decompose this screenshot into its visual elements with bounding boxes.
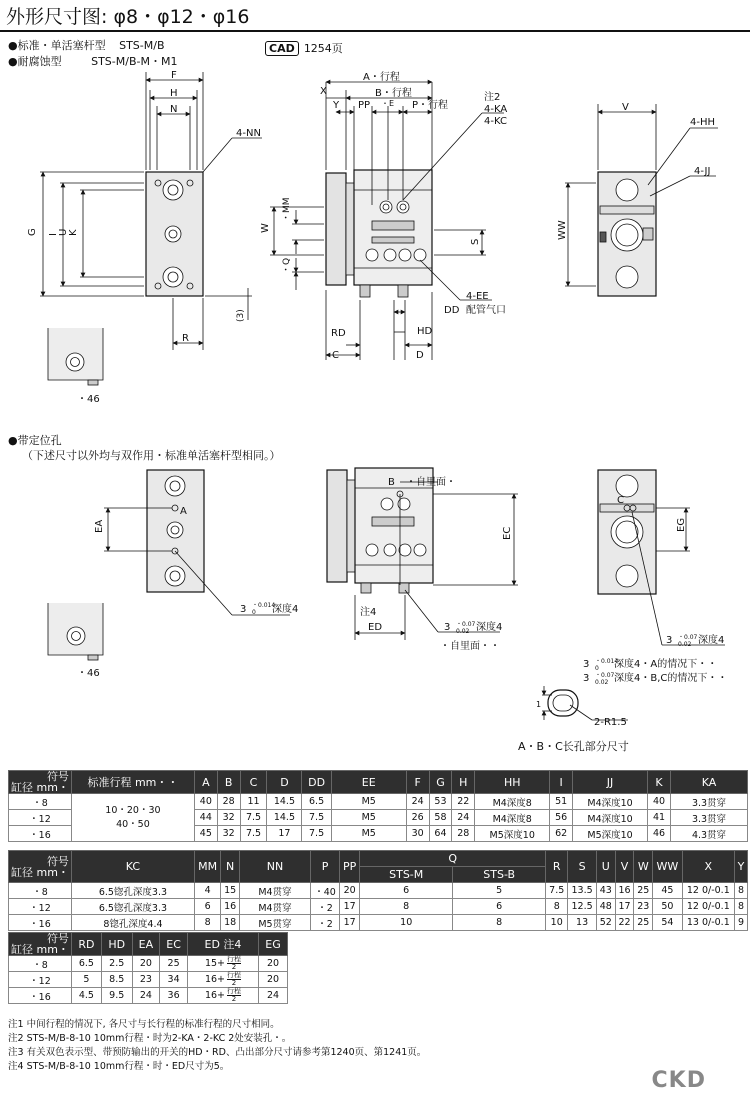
table1-cell: 6.5 (302, 794, 331, 810)
svg-text:R: R (182, 333, 189, 344)
table2-cell: 4 (194, 883, 220, 899)
dim-label-F: F (171, 70, 177, 81)
table2-corner-symbol: 符号 (46, 854, 69, 868)
table2-header-cell: KC (71, 851, 194, 883)
table3-cell: 20 (132, 956, 160, 972)
table3-cell: 25 (160, 956, 188, 972)
table3-header-cell: EG (258, 933, 287, 956)
table2-cell: 50 (653, 899, 682, 915)
table2-cell: 7.5 (546, 883, 568, 899)
svg-text:A・行程: A・行程 (363, 72, 400, 83)
table2-cell: 10 (546, 915, 568, 931)
table2-cell: 25 (634, 883, 653, 899)
positioning-hole-subtitle: （下述尺寸以外均与双作用・标准单活塞杆型相同。） (22, 449, 281, 462)
svg-text:4-EE: 4-EE (466, 291, 489, 302)
table2-cell: 16 (221, 899, 240, 915)
table1-cell: 26 (406, 810, 429, 826)
table1-cell: M4深度8 (475, 810, 550, 826)
table1-header-cell: F (406, 771, 429, 794)
ed-frac-den: 2 (231, 995, 237, 1003)
table-row (9, 956, 288, 972)
svg-text:0.02: 0.02 (456, 628, 470, 635)
svg-text:EC: EC (502, 526, 513, 540)
table2-cell: 8 (453, 915, 546, 931)
table3-cell: 34 (160, 972, 188, 988)
cad-icon: CAD (265, 41, 299, 56)
svg-text:0: 0 (252, 609, 256, 616)
svg-text:D: D (416, 350, 424, 361)
table3-header-cell: EC (160, 933, 188, 956)
svg-text:4-KC: 4-KC (484, 116, 507, 127)
table1-header-cell: KA (671, 771, 748, 794)
table3-ed-cell (187, 956, 258, 972)
ed-frac-num: 行程 (227, 955, 242, 963)
svg-text:・46: ・46 (77, 668, 100, 679)
table3-cell: 23 (132, 972, 160, 988)
table2-cell: 20 (340, 883, 360, 899)
ed-frac-den: 2 (231, 979, 237, 987)
table1-cell: 14.5 (267, 794, 302, 810)
svg-text:4-KA: 4-KA (484, 104, 508, 115)
ed-prefix: 16+ (204, 990, 226, 1001)
table2-header-cell: U (596, 851, 615, 883)
table2-header-cell: Q (360, 851, 546, 867)
svg-text:深度4: 深度4 (476, 622, 503, 633)
table-row (9, 972, 288, 988)
svg-text:・46: ・46 (77, 394, 100, 405)
stroke-values-1: 10・20・30 (105, 804, 161, 816)
table2-cell: 5 (453, 883, 546, 899)
table2-header-cell: Y (735, 851, 748, 883)
table1-header-cell: D (267, 771, 302, 794)
table1-header-cell: DD (302, 771, 331, 794)
table1-header-cell: H (452, 771, 475, 794)
table1-cell: M5 (331, 794, 406, 810)
table1-cell: 64 (429, 826, 452, 842)
table2-cell: M4贯穿 (239, 899, 310, 915)
svg-text:・0.07: ・0.07 (595, 672, 615, 679)
table2-header-cell: V (615, 851, 634, 883)
table2-corner-bore: 缸径 mm・ (11, 865, 69, 879)
table2-cell: 8 (360, 899, 453, 915)
table3-cell: 20 (258, 956, 287, 972)
table2-cell: 13 0/-0.1 (682, 915, 735, 931)
table1-cell: 56 (550, 810, 573, 826)
svg-text:EA: EA (94, 519, 105, 533)
table1-cell: 11 (240, 794, 267, 810)
table3-cell: 24 (132, 988, 160, 1004)
table2-bore: ・12 (9, 899, 72, 915)
table-row (9, 794, 748, 810)
svg-text:C: C (617, 495, 624, 506)
table2-cell: 52 (596, 915, 615, 931)
table2-header-cell: X (682, 851, 735, 883)
svg-text:0: 0 (595, 665, 599, 672)
table1-header-stroke: 标准行程 mm・・ (71, 771, 194, 794)
svg-text:0.02: 0.02 (678, 641, 692, 648)
table2-bore: ・8 (9, 883, 72, 899)
table3-cell: 20 (258, 972, 287, 988)
table1-cell: M4深度10 (573, 794, 648, 810)
svg-text:1: 1 (536, 700, 542, 709)
table1-cell: 32 (217, 810, 240, 826)
svg-text:・E: ・E (381, 99, 395, 108)
svg-text:I: I (48, 233, 59, 236)
table2-cell: 13 (568, 915, 597, 931)
table2-cell: ・2 (310, 915, 339, 931)
svg-text:ED: ED (368, 622, 383, 633)
table1-cell: 24 (406, 794, 429, 810)
table1-cell: 28 (217, 794, 240, 810)
table1-header-cell: JJ (573, 771, 648, 794)
svg-text:X: X (320, 86, 327, 97)
table1-cell: 24 (452, 810, 475, 826)
table3-cell: 5 (71, 972, 101, 988)
table2-cell: 12 0/-0.1 (682, 883, 735, 899)
table2-cell: 16 (615, 883, 634, 899)
svg-text:C: C (332, 350, 339, 361)
table2-cell: 22 (615, 915, 634, 931)
table3-cell: 2.5 (101, 956, 132, 972)
table2-cell: 45 (653, 883, 682, 899)
table1-cell: 62 (550, 826, 573, 842)
table1-header-cell: HH (475, 771, 550, 794)
table1-cell: 40 (648, 794, 671, 810)
svg-text:・0.014: ・0.014 (595, 658, 619, 665)
svg-text:・0.07: ・0.07 (678, 634, 698, 641)
svg-text:EG: EG (676, 517, 687, 532)
table1-cell: 4.3贯穿 (671, 826, 748, 842)
table1-cell: M4深度8 (475, 794, 550, 810)
table1-cell: 32 (217, 826, 240, 842)
table2-cell: 8锪孔深度4.4 (71, 915, 194, 931)
table2-cell: 6 (194, 899, 220, 915)
table1-cell: 51 (550, 794, 573, 810)
svg-text:S: S (470, 238, 481, 245)
ed-prefix: 16+ (204, 974, 226, 985)
svg-text:PP: PP (358, 100, 371, 111)
svg-text:(3): (3) (236, 309, 246, 322)
table2-cell: 8 (194, 915, 220, 931)
dim-label-H: H (170, 88, 178, 99)
svg-text:G: G (27, 228, 38, 236)
table1-header-cell: A (194, 771, 217, 794)
table2-cell: 23 (634, 899, 653, 915)
table2-q-sub: STS-B (453, 867, 546, 883)
table2-header-cell: NN (239, 851, 310, 883)
table2-cell: 13.5 (568, 883, 597, 899)
ckd-logo: CKD (651, 1068, 706, 1093)
table2-cell: ・40 (310, 883, 339, 899)
svg-text:U: U (58, 228, 69, 236)
svg-text:WW: WW (557, 220, 568, 240)
series-standard-text: ●标准・单活塞杆型 (8, 39, 106, 52)
table2-header-cell: PP (340, 851, 360, 883)
ed-frac-num: 行程 (227, 987, 242, 995)
ed-frac-num: 行程 (227, 971, 242, 979)
table1-header-cell: G (429, 771, 452, 794)
table-row (9, 899, 748, 915)
table1-cell: 3.3贯穿 (671, 794, 748, 810)
table1-cell: 46 (648, 826, 671, 842)
svg-text:P・行程: P・行程 (412, 100, 449, 111)
svg-text:K: K (68, 229, 79, 236)
svg-text:4-JJ: 4-JJ (694, 166, 711, 177)
table3-ed-cell (187, 988, 258, 1004)
svg-text:3: 3 (666, 635, 673, 646)
cad-reference[interactable] (265, 37, 343, 56)
table2-cell: 6.5锪孔深度3.3 (71, 899, 194, 915)
table2-cell: 25 (634, 915, 653, 931)
table1-cell: 7.5 (240, 826, 267, 842)
table2-header-cell: S (568, 851, 597, 883)
svg-text:B: B (388, 477, 395, 488)
table2-cell: 8 (546, 899, 568, 915)
svg-text:RD: RD (331, 328, 346, 339)
table3-header-cell: RD (71, 933, 101, 956)
svg-text:注2: 注2 (484, 92, 501, 103)
table1-corner-bore: 缸径 mm・ (11, 781, 69, 794)
table2-cell: 8 (735, 883, 748, 899)
table2-cell: 17 (340, 899, 360, 915)
table1-cell: M5深度10 (573, 826, 648, 842)
table3-cell: 8.5 (101, 972, 132, 988)
table1-corner-symbol: 符号 (46, 770, 69, 783)
svg-text:注4: 注4 (360, 607, 377, 618)
spec-table-3 (8, 932, 288, 1004)
table2-cell: 6 (360, 883, 453, 899)
table1-cell: 58 (429, 810, 452, 826)
svg-text:W: W (260, 223, 271, 233)
table1-cell: 22 (452, 794, 475, 810)
table2-cell: 43 (596, 883, 615, 899)
series-standard-code: STS-M/B (119, 39, 165, 52)
table2-cell: 17 (615, 899, 634, 915)
table3-cell: 36 (160, 988, 188, 1004)
table2-cell: 9 (735, 915, 748, 931)
table1-header-cell: K (648, 771, 671, 794)
ed-prefix: 15+ (204, 958, 226, 969)
table1-cell: 41 (648, 810, 671, 826)
table2-cell: ・2 (310, 899, 339, 915)
table3-header-cell: EA (132, 933, 160, 956)
table3-header-cell: ED 注4 (187, 933, 258, 956)
table2-cell: 6.5锪孔深度3.3 (71, 883, 194, 899)
svg-text:2-R1.5: 2-R1.5 (594, 717, 627, 728)
table2-header-cell: P (310, 851, 339, 883)
svg-text:3: 3 (583, 673, 590, 684)
page-title: 外形尺寸图: φ8・φ12・φ16 (6, 6, 250, 28)
spec-table-1 (8, 770, 748, 842)
svg-text:深度4・A的情况下・・: 深度4・A的情况下・・ (614, 659, 718, 670)
positioning-hole-heading: ●带定位孔 (8, 434, 62, 447)
svg-text:3: 3 (240, 604, 247, 615)
table2-cell: 15 (221, 883, 240, 899)
table1-cell: 28 (452, 826, 475, 842)
table1-cell: M5 (331, 826, 406, 842)
dim-label-N: N (170, 104, 178, 115)
series-standard-label (8, 37, 165, 53)
table-row (9, 883, 748, 899)
footnotes (8, 1018, 426, 1074)
table1-bore: ・12 (9, 810, 72, 826)
table2-cell: 12 0/-0.1 (682, 899, 735, 915)
svg-text:DD: DD (444, 305, 460, 316)
table1-cell: 45 (194, 826, 217, 842)
table3-ed-cell (187, 972, 258, 988)
table2-cell: 8 (735, 899, 748, 915)
table2-cell: 54 (653, 915, 682, 931)
svg-text:・0.014: ・0.014 (252, 602, 276, 609)
table1-cell: 7.5 (240, 810, 267, 826)
table2-header-cell: WW (653, 851, 682, 883)
table1-header-cell: EE (331, 771, 406, 794)
footnote-4: 注4 STS-M/B-8-10 10mm行程・时・ED尺寸为5。 (8, 1061, 230, 1072)
slot-caption: A・B・C长孔部分尺寸 (518, 740, 629, 753)
table3-cell: 9.5 (101, 988, 132, 1004)
table1-cell: 7.5 (302, 826, 331, 842)
footnote-2: 注2 STS-M/B-8-10 10mm行程・时为2-KA・2-KC 2处安装孔・。 (8, 1033, 292, 1044)
table1-cell: 17 (267, 826, 302, 842)
series-corrosion-code: STS-M/B-M・M1 (91, 55, 178, 68)
table1-bore: ・8 (9, 794, 72, 810)
svg-text:3: 3 (583, 659, 590, 670)
table1-cell: 44 (194, 810, 217, 826)
svg-text:4-HH: 4-HH (690, 117, 716, 128)
footnote-1: 注1 中间行程的情况下, 各尺寸与长行程的标准行程的尺寸相同。 (8, 1019, 280, 1030)
table3-cell: 24 (258, 988, 287, 1004)
table1-header-cell: B (217, 771, 240, 794)
table3-bore: ・12 (9, 972, 72, 988)
svg-text:HD: HD (417, 326, 433, 337)
table2-header-cell: N (221, 851, 240, 883)
table2-q-sub: STS-M (360, 867, 453, 883)
svg-text:V: V (622, 102, 629, 113)
dimension-drawing (0, 60, 750, 760)
table2-cell: 6 (453, 899, 546, 915)
table2-cell: 12.5 (568, 899, 597, 915)
svg-text:Y: Y (333, 100, 340, 111)
svg-text:配管气口: 配管气口 (466, 305, 506, 316)
table1-cell: M4深度10 (573, 810, 648, 826)
table1-cell: 3.3贯穿 (671, 810, 748, 826)
table2-cell: M5贯穿 (239, 915, 310, 931)
table1-cell: 7.5 (302, 810, 331, 826)
table2-cell: 17 (340, 915, 360, 931)
svg-text:・自里面・・: ・自里面・・ (440, 641, 500, 652)
table2-cell: M4贯穿 (239, 883, 310, 899)
spec-table-2 (8, 850, 748, 931)
series-corrosion-text: ●耐腐蚀型 (8, 55, 62, 68)
table1-cell: 40 (194, 794, 217, 810)
table3-bore: ・16 (9, 988, 72, 1004)
table2-header-cell: MM (194, 851, 220, 883)
footnote-3: 注3 有关双色表示型、带预防输出的开关的HD・RD、凸出部分尺寸请参考第1240页、第1241页。 (8, 1047, 427, 1058)
table3-header-cell: HD (101, 933, 132, 956)
table3-cell: 6.5 (71, 956, 101, 972)
svg-text:4-NN: 4-NN (236, 128, 261, 139)
svg-text:・0.07: ・0.07 (456, 621, 476, 628)
table1-cell: 53 (429, 794, 452, 810)
table3-bore: ・8 (9, 956, 72, 972)
table2-cell: 48 (596, 899, 615, 915)
table1-bore: ・16 (9, 826, 72, 842)
table1-cell: M5深度10 (475, 826, 550, 842)
title-rule (0, 30, 750, 32)
svg-text:・MM: ・MM (282, 197, 292, 222)
cad-page-ref: 1254页 (303, 42, 343, 55)
ed-frac-den: 2 (231, 963, 237, 971)
table2-header-cell: W (634, 851, 653, 883)
table-row (9, 988, 288, 1004)
table1-cell: 30 (406, 826, 429, 842)
table3-corner-bore: 缸径 mm・ (11, 943, 69, 956)
stroke-values-2: 40・50 (116, 818, 150, 830)
svg-text:・Q: ・Q (282, 257, 292, 274)
table2-header-cell: R (546, 851, 568, 883)
table1-header-cell: I (550, 771, 573, 794)
table1-header-cell: C (240, 771, 267, 794)
svg-text:0.02: 0.02 (595, 679, 609, 686)
table3-cell: 4.5 (71, 988, 101, 1004)
table-row (9, 915, 748, 931)
table3-corner-symbol: 符号 (46, 932, 69, 945)
table1-cell: 14.5 (267, 810, 302, 826)
svg-text:3: 3 (444, 622, 451, 633)
table2-bore: ・16 (9, 915, 72, 931)
table2-cell: 18 (221, 915, 240, 931)
svg-text:深度4: 深度4 (272, 604, 299, 615)
svg-text:B・行程: B・行程 (375, 88, 412, 99)
table2-cell: 10 (360, 915, 453, 931)
svg-text:A: A (180, 506, 187, 517)
svg-text:深度4: 深度4 (698, 635, 725, 646)
svg-text:・自里面・: ・自里面・ (406, 477, 456, 488)
svg-text:深度4・B,C的情况下・・: 深度4・B,C的情况下・・ (614, 673, 728, 684)
table1-cell: M5 (331, 810, 406, 826)
